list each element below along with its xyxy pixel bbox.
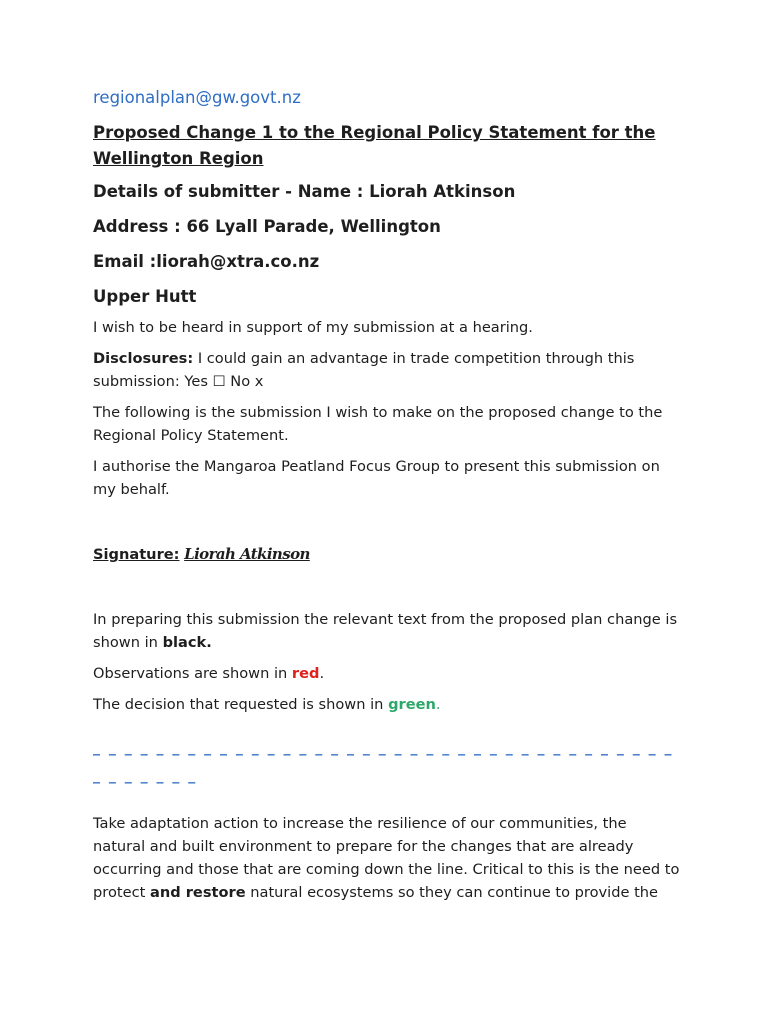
disclosures-text: I could gain an advantage in trade competition through this submission: Yes ☐ No x <box>93 350 635 390</box>
separator-line: _ _ _ _ _ _ _ _ _ _ _ _ _ _ _ _ _ _ _ _ _ _ _ _ _ _ _ _ _ _ _ _ _ _ _ _ _ <box>93 740 674 756</box>
legend-observations <box>93 662 683 685</box>
adaptation-bold: and restore <box>149 884 246 901</box>
submitter-address: Address : 66 Lyall Parade, Wellington <box>93 217 441 236</box>
legend-intro-text: In preparing this submission the relevant text from the proposed plan change is shown in <box>93 611 678 651</box>
hearing-statement: I wish to be heard in support of my submission at a hearing. <box>93 319 533 336</box>
decision-text: The decision that requested is shown in <box>93 696 389 713</box>
signature-row <box>93 543 683 566</box>
legend-decision <box>93 693 683 716</box>
document-title: Proposed Change 1 to the Regional Policy Statement for the Wellington Region <box>93 123 656 168</box>
handwritten-signature: Liorah Atkinson <box>184 545 310 563</box>
document-body <box>93 88 683 904</box>
disclosures-label: Disclosures: <box>93 350 194 367</box>
submitter-details: Details of submitter - Name : Liorah Atkinson <box>93 182 516 201</box>
submitter-email: Email :liorah@xtra.co.nz <box>93 252 320 271</box>
legend-intro <box>93 608 683 654</box>
authorisation-statement: I authorise the Mangaroa Peatland Focus Group to present this submission on my behalf. <box>93 458 660 498</box>
red-word: red <box>291 665 320 682</box>
separator-line-continued: _ _ _ _ _ _ _ <box>93 768 198 784</box>
submitter-location: Upper Hutt <box>93 287 197 306</box>
green-word: green <box>388 696 436 713</box>
signature-label: Signature: <box>93 546 180 563</box>
adaptation-text: Take adaptation action to increase the resilience of our communities, the natural and built environment to prepare for the changes that are already occurring and those that are coming down the line. Critical to this is the need to protect <box>93 815 680 901</box>
observations-suffix: . <box>319 665 325 682</box>
adaptation-text-end: natural ecosystems so they can continue to provide the <box>245 884 659 901</box>
email-link[interactable]: regionalplan@gw.govt.nz <box>93 88 301 107</box>
observations-text: Observations are shown in <box>93 665 292 682</box>
disclosures-paragraph <box>93 347 683 393</box>
legend-black-word: black. <box>162 634 212 651</box>
submission-intro: The following is the submission I wish to make on the proposed change to the Regional Policy Statement. <box>93 404 663 444</box>
decision-suffix: . <box>435 696 441 713</box>
adaptation-paragraph <box>93 812 683 904</box>
